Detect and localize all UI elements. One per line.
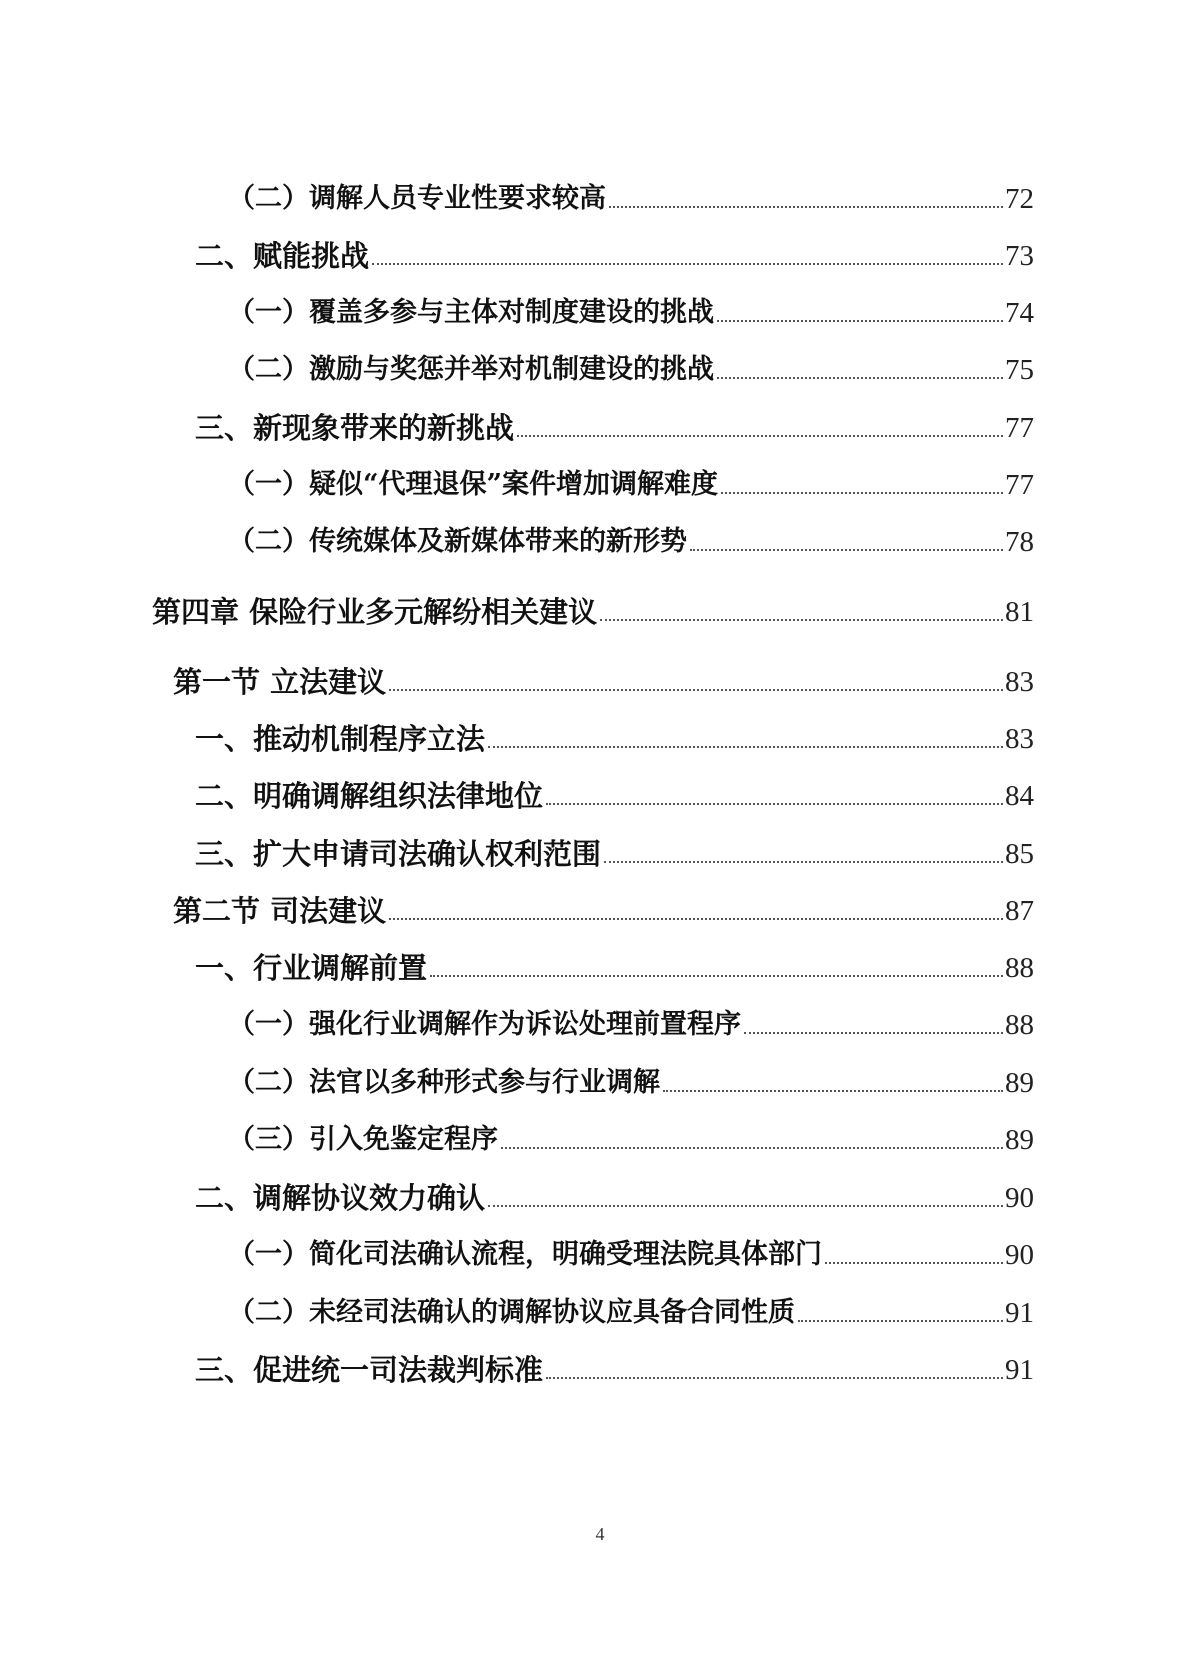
toc-entry-title: （二）未经司法确认的调解协议应具备合同性质	[228, 1297, 795, 1328]
toc-entry-page: 91	[1005, 1297, 1034, 1329]
toc-entry[interactable]	[228, 1286, 1034, 1330]
toc-entry-title: （一）简化司法确认流程，明确受理法院具体部门	[228, 1239, 822, 1270]
toc-entry[interactable]	[195, 712, 1034, 756]
toc-entry-title: （二）传统媒体及新媒体带来的新形势	[228, 526, 687, 557]
dot-leader	[430, 975, 1003, 977]
toc-entry-title: （一）覆盖多参与主体对制度建设的挑战	[228, 297, 714, 328]
toc-entry-page: 88	[1005, 1009, 1034, 1041]
toc-entry-title: 一、推动机制程序立法	[195, 722, 486, 756]
toc-entry-title: （二）调解人员专业性要求较高	[228, 183, 606, 214]
dot-leader	[690, 549, 1003, 551]
dot-leader	[717, 377, 1003, 379]
toc-entry-page: 74	[1005, 297, 1034, 329]
toc-entry[interactable]	[195, 941, 1034, 985]
toc-entry[interactable]	[228, 515, 1034, 559]
toc-entry-page: 90	[1005, 1182, 1034, 1214]
toc-entry-title: 第一节 立法建议	[173, 665, 387, 699]
toc-entry[interactable]	[195, 401, 1034, 445]
dot-leader	[717, 320, 1003, 322]
toc-entry-section[interactable]	[173, 884, 1034, 928]
toc-entry[interactable]	[228, 343, 1034, 387]
dot-leader	[609, 206, 1003, 208]
dot-leader	[546, 1377, 1003, 1379]
toc-entry[interactable]	[195, 1171, 1034, 1215]
toc-entry-title: 二、明确调解组织法律地位	[195, 779, 544, 813]
dot-leader	[744, 1032, 1003, 1034]
dot-leader	[721, 492, 1003, 494]
toc-entry-page: 83	[1005, 666, 1034, 698]
dot-leader	[389, 689, 1003, 691]
dot-leader	[389, 918, 1003, 920]
toc-entry-title: 一、行业调解前置	[195, 951, 428, 985]
toc-entry-page: 73	[1005, 240, 1034, 272]
toc-entry-section[interactable]	[173, 655, 1034, 699]
toc-entry-title: （二）激励与奖惩并举对机制建设的挑战	[228, 354, 714, 385]
toc-entry-page: 85	[1005, 838, 1034, 870]
toc-entry[interactable]	[228, 1228, 1034, 1272]
toc-entry-title: 第二节 司法建议	[173, 894, 387, 928]
toc-entry-page: 88	[1005, 952, 1034, 984]
toc-entry-page: 87	[1005, 895, 1034, 927]
dot-leader	[517, 435, 1003, 437]
toc-entry-page: 91	[1005, 1354, 1034, 1386]
toc-entry-page: 83	[1005, 723, 1034, 755]
toc-entry[interactable]	[228, 998, 1034, 1042]
toc-entry-title: （一）疑似“代理退保”案件增加调解难度	[228, 469, 719, 500]
dot-leader	[546, 803, 1003, 805]
toc-entry-page: 77	[1005, 412, 1034, 444]
toc-entry-page: 89	[1005, 1124, 1034, 1156]
toc-entry-title: 二、赋能挑战	[195, 239, 370, 273]
toc-entry-title: 三、新现象带来的新挑战	[195, 411, 515, 445]
toc-entry[interactable]	[195, 229, 1034, 273]
toc-entry-page: 84	[1005, 780, 1034, 812]
toc-entry-title: 三、促进统一司法裁判标准	[195, 1353, 544, 1387]
toc-entry-page: 89	[1005, 1067, 1034, 1099]
toc-entry-page: 72	[1005, 183, 1034, 215]
toc-entry[interactable]	[228, 1056, 1034, 1100]
page-number: 4	[595, 1524, 605, 1544]
toc-entry[interactable]	[228, 1113, 1034, 1157]
dot-leader	[501, 1147, 1003, 1149]
toc-entry-chapter[interactable]	[152, 585, 1034, 629]
dot-leader	[663, 1090, 1003, 1092]
toc-entry-page: 90	[1005, 1239, 1034, 1271]
toc-entry[interactable]	[228, 286, 1034, 330]
dot-leader	[825, 1262, 1003, 1264]
toc-entry[interactable]	[195, 1343, 1034, 1387]
toc-entry-page: 75	[1005, 354, 1034, 386]
toc-entry[interactable]	[228, 172, 1034, 216]
toc-entry-title: （三）引入免鉴定程序	[228, 1124, 498, 1155]
toc-entry[interactable]	[195, 827, 1034, 871]
toc-entry-title: （二）法官以多种形式参与行业调解	[228, 1067, 660, 1098]
toc-entry-title: 三、扩大申请司法确认权利范围	[195, 837, 602, 871]
toc-entry-title: 第四章 保险行业多元解纷相关建议	[152, 595, 598, 629]
toc-entry-title: 二、调解协议效力确认	[195, 1181, 486, 1215]
dot-leader	[488, 746, 1003, 748]
toc-entry-title: （一）强化行业调解作为诉讼处理前置程序	[228, 1009, 741, 1040]
dot-leader	[488, 1205, 1003, 1207]
dot-leader	[372, 263, 1003, 265]
toc-entry[interactable]	[195, 769, 1034, 813]
toc-entry-page: 81	[1005, 596, 1034, 628]
toc-entry-page: 78	[1005, 526, 1034, 558]
dot-leader	[604, 861, 1003, 863]
dot-leader	[798, 1320, 1003, 1322]
toc-entry[interactable]	[228, 458, 1034, 502]
toc-entry-page: 77	[1005, 469, 1034, 501]
dot-leader	[600, 619, 1003, 621]
